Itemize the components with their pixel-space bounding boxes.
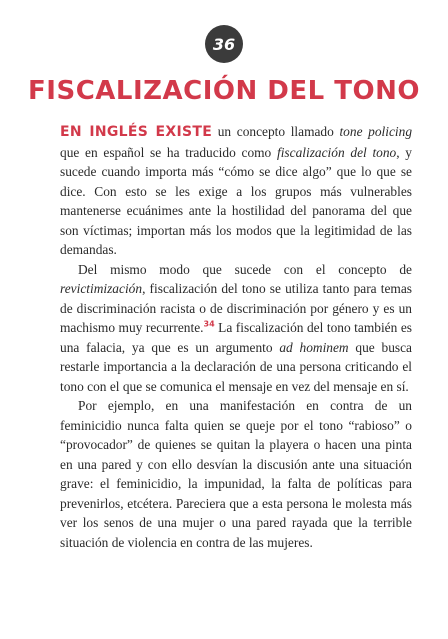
paragraph-3: Por ejemplo, en una manifestación en contra de un feminicidio nunca falta quien se queje por el tono “rabioso” o “provocador” de quienes se quitan la playera o hacen una pinta en una pared y con ello desvían la discusión ante una situación grave: el feminicidio, la impunidad, la falta de políticas para prevenirlos, etcétera. Pareciera que a esta persona le molesta más ver los senos de una mujer o una pared rayada que la terrible situación de violencia en contra de las mujeres.: [60, 398, 412, 550]
term-tone-policing: tone policing: [339, 124, 413, 139]
page-number-badge: [205, 25, 243, 63]
body-text: [60, 122, 412, 552]
text: que en español se ha traducido como: [60, 144, 277, 160]
text: un concepto llamado: [212, 124, 340, 139]
chapter-title: FISCALIZACIÓN DEL TONO: [28, 76, 420, 106]
text: , y sucede cuando importa más “cómo se dice algo” que lo que se dice. Con esto se les exige a los grupos más vulnerables mantenerse ecuánimes ante la hostilidad del panorama del que son víctimas; importan más los modos que la legitimidad de las demandas.: [60, 144, 413, 257]
term-ad-hominem: ad hominem: [279, 339, 349, 355]
paragraph-1: [60, 122, 412, 260]
term-revictimizacion: revictimización: [60, 281, 143, 296]
lead-in: EN INGLÉS EXISTE: [60, 124, 213, 140]
text: que busca restarle importancia a la declaración de una persona criticando el tono con el que se comunica el mensaje en vez del mensaje en sí.: [60, 339, 412, 394]
text: , fiscalización del tono se utiliza tanto para temas de discriminación racista o de discriminación por género y es un machismo muy recurrente.: [60, 281, 412, 335]
text: La fiscalización del tono también es una falacia, ya que es un argumento: [60, 320, 412, 355]
paragraph-2: [60, 260, 412, 397]
text: Del mismo modo que sucede con el concepto de: [78, 261, 412, 277]
footnote-marker[interactable]: 34: [203, 319, 215, 329]
term-fiscalizacion: fiscalización del tono: [276, 144, 397, 160]
page-number: 36: [212, 34, 236, 54]
